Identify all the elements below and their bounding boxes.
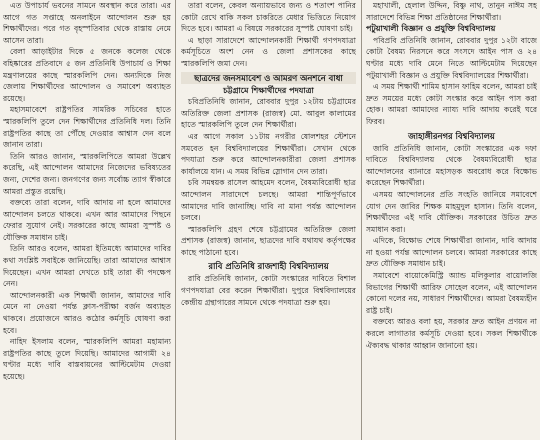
paragraph: এসময় আন্দোলনের প্রতি সংহতি জানিয়ে সমাবেশে যোগ দেন জাবির শিক্ষক মাহমুদুল হাসান। তিনি বলেন, শিক্ষার্থীদের এই দাবি যৌক্তিক। সরকারের উচিত দ্রুত সমাধান করা। bbox=[366, 189, 537, 234]
paragraph: আন্দোলনকারী এক শিক্ষার্থী জানান, আমাদের দাবি মেনে না নেওয়া পর্যন্ত ক্লাস-পরীক্ষা বর্জন অব্যাহত থাকবে। প্রয়োজনে আরও কঠোর কর্মসূচি ঘোষণা করা হবে। bbox=[3, 290, 171, 335]
paragraph: তিনি আরও জানান, স্মারকলিপিতে আমরা উল্লেখ করেছি, এই আন্দোলন আমাদের নিজেদের ভবিষ্যতের জন্য, দেশের জন্য। জনগণের জন্য সর্বোচ্চ ত্যাগ স্বীকারে আমরা প্রস্তুত রয়েছি। bbox=[3, 151, 171, 196]
paragraph: এত উপাচার্য ভবনের সামনে অবস্থান করে তারা। এর আগে গত সপ্তাহে অনলাইনে আন্দোলন শুরু হয় শিক্ষার্থীদের। পরে গত বৃহস্পতিবার থেকে রাস্তায় নেমে আসেন তারা। bbox=[3, 1, 171, 45]
paragraph: চবিপ্রতিনিধি জানান, রোববার দুপুর ১২টায় চট্টগ্রামের অতিরিক্ত জেলা প্রশাসক (রাজস্ব) মো. আবুল কালামের হাতে স্মারকলিপি তুলে দেন শিক্ষার্থীরা। bbox=[181, 97, 356, 130]
column-rule bbox=[175, 0, 176, 440]
article-column-middle bbox=[181, 0, 356, 440]
paragraph: তিনি আরও বলেন, আমরা ইতিমধ্যে আমাদের দাবির কথা সংশ্লিষ্ট সবাইকে জানিয়েছি। তারা আমাদের আশ্বাস দিয়েছেন। এখন আমরা দেখতে চাই তারা কী পদক্ষেপ নেন। bbox=[3, 244, 171, 289]
paragraph: চবি সমন্বয়ক রাসেল আহমেদ বলেন, বৈষম্যবিরোধী ছাত্র আন্দোলন সারাদেশে চলছে। আমরা শান্তিপূর্ণভাবে আমাদের দাবি জানাচ্ছি। দাবি না মানা পর্যন্ত আন্দোলন চলবে। bbox=[181, 178, 356, 223]
paragraph: সমাবেশে বায়োকেমিস্ট্রি অ্যান্ড মলিকুলার বায়োলজি বিভাগের শিক্ষার্থী আরিফ সোহেল বলেন, এই আন্দোলন কোনো দলের নয়, সাধারণ শিক্ষার্থীদের। আমরা বৈষম্যহীন রাষ্ট্র চাই। bbox=[366, 271, 537, 315]
paragraph: বেলা আড়াইটার দিকে ৫ জনকে কলেজ থেকে বহিষ্কারের প্রতিবাদে ৫ জন প্রতিনিধি উপাচার্য ও শিক্ষা মন্ত্রণালয়ের কাছে স্মারকলিপি দেন। অন্যদিকে নিজ জেলায় শিক্ষার্থীদের আন্দোলন ও সমাবেশ অব্যাহত রয়েছে। bbox=[3, 47, 171, 103]
paragraph: মহাখালী, হেলাল উদ্দিন, বিষ্ণু নাথ, তানুন নাঈম সহ সারাদেশে বিভিন্ন শিক্ষা প্রতিষ্ঠানের শিক্ষার্থীরা। bbox=[366, 1, 537, 22]
column-rule bbox=[361, 0, 362, 440]
paragraph: এদিকে, বিক্ষোভ শেষে শিক্ষার্থীরা জানান, দাবি আদায় না হওয়া পর্যন্ত আন্দোলন চলবে। আমরা সরকারের কাছে দ্রুত যৌক্তিক সমাধান চাই। bbox=[366, 236, 537, 269]
section-heading: ছাত্রদের জনসমাবেশ ও আমরণ অনশনে বাধা bbox=[181, 72, 356, 84]
paragraph: তারা বলেন, কেবল অন্যায়ভাবে জন্য ও শতাংশ পানির কোটা রেখে বাকি সকল চাকরিতে মেধার ভিত্তিতে নিয়োগ দিতে হবে। আমরা এ বিষয়ে সরকারের সুস্পষ্ট ঘোষণা চাই। bbox=[181, 1, 356, 34]
section-subheading: চট্টগ্রামে শিক্ষার্থীদের পদযাত্রা bbox=[223, 85, 314, 95]
paragraph: মহাসমাবেশে রাষ্ট্রপতির সামরিক সচিবের হাতে স্মারকলিপি তুলে দেন শিক্ষার্থীদের প্রতিনিধি দল। তিনি রাষ্ট্রপতির কাছে তা পৌঁছে দেওয়ার আশ্বাস দেন বলে জানান তারা। bbox=[3, 105, 171, 150]
article-column-right bbox=[366, 0, 537, 440]
paragraph: জাবি প্রতিনিধি জানান, কোটা সংস্কারের এক দফা দাবিতে বিশ্ববিদ্যালয় থেকে বৈষম্যবিরোধী ছাত্র আন্দোলনের ব্যানারে মহাসড়ক অবরোধ করে বিক্ষোভ করেছেন শিক্ষার্থীরা। bbox=[366, 143, 537, 188]
paragraph: এ সময় শিক্ষার্থী শামিম হাসান ফাহিম বলেন, আমরা চাই দ্রুত সময়ের মধ্যে কোটা সংস্কার করে আইন পাস করা হোক। আমরা আমাদের ন্যায্য দাবি আদায় করেই ঘরে ফিরব। bbox=[366, 82, 537, 126]
section-heading: রাবি প্রতিনিধি রাজশাহী বিশ্ববিদ্যালয় bbox=[208, 261, 329, 272]
paragraph: এ ছাড়া সারাদেশে আন্দোলনকারী শিক্ষার্থী গণপদযাত্রা কর্মসূচিতে অংশ নেন ও জেলা প্রশাসকের কাছে স্মারকলিপি জমা দেন। bbox=[181, 35, 356, 68]
section-heading: পটুয়াখালী বিজ্ঞান ও প্রযুক্তি বিশ্ববিদ্যালয় bbox=[366, 24, 496, 34]
paragraph: বক্তব্যে তারা বলেন, দাবি আদায় না হলে আমাদের আন্দোলন চলতে থাকবে। এখন আর আমাদের পিছনে ফেরার সুযোগ নেই। সরকারের কাছে আমরা সুস্পষ্ট ও যৌক্তিক সমাধান চাই। bbox=[3, 198, 171, 242]
section-heading: জাহাঙ্গীরনগর বিশ্ববিদ্যালয় bbox=[408, 130, 495, 141]
paragraph: পবিপ্রবি প্রতিনিধি জানান, রোববার দুপুর ১২টা বাজে কোটা বৈষম্য নিরসনে করে সংসদে আইন পাস ও ২৪ ঘণ্টার মধ্যে দাবি মেনে নিতে আল্টিমেটাম দিয়েছেন পটুয়াখালী বিজ্ঞান ও প্রযুক্তি বিশ্ববিদ্যালয়ের শিক্ষার্থীরা। bbox=[366, 35, 537, 80]
paragraph: এর আগে সকাল ১১টায় নগরীর ষোলশহর স্টেশনে সমবেত হন বিশ্ববিদ্যালয়ের শিক্ষার্থীরা। সেখান থেকে পদযাত্রা শুরু করে আন্দোলনকারীরা জেলা প্রশাসক কার্যালয়ে যান। এ সময় বিভিন্ন স্লোগান দেন তারা। bbox=[181, 131, 356, 176]
paragraph: স্মারকলিপি গ্রহণ শেষে চট্টগ্রামের অতিরিক্ত জেলা প্রশাসক (রাজস্ব) জানান, ছাত্রদের দাবি যথাযথ কর্তৃপক্ষের কাছে পাঠানো হবে। bbox=[181, 224, 356, 257]
article-column-left bbox=[3, 0, 171, 440]
paragraph: রাবি প্রতিনিধি জানান, কোটা সংস্কারের দাবিতে বিশাল গণপদযাত্রা বের করেন শিক্ষার্থীরা। দুপুরে বিশ্ববিদ্যালয়ের কেন্দ্রীয় গ্রন্থাগারের সামনে থেকে পদযাত্রা শুরু হয়। bbox=[181, 274, 356, 307]
paragraph: বক্তব্যে আরও বলা হয়, সরকার দ্রুত আইন প্রণয়ন না করলে লাগাতার কর্মসূচি দেওয়া হবে। সকল শিক্ষার্থীকে ঐক্যবদ্ধ থাকার আহ্বান জানানো হয়। bbox=[366, 317, 537, 350]
paragraph: নাহিদ ইসলাম বলেন, স্মারকলিপি আমরা মহামান্য রাষ্ট্রপতির কাছে তুলে দিয়েছি। আমাদের আগামী ২৪ ঘণ্টার মধ্যে দাবি বাস্তবায়নের আল্টিমেটাম দেওয়া হয়েছে। bbox=[3, 337, 171, 381]
